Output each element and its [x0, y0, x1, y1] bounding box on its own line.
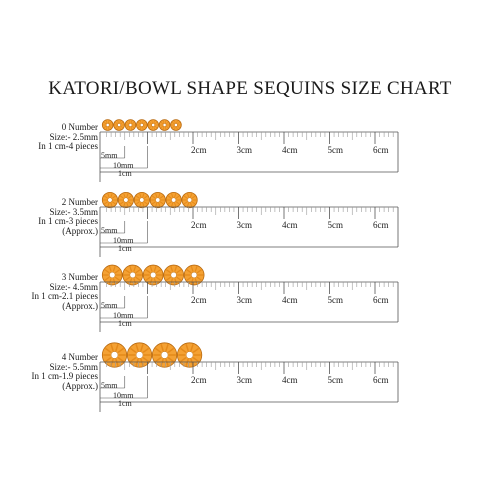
- sequin-icon: [136, 120, 147, 131]
- sequin-icon: [171, 120, 182, 131]
- count-label: In 1 cm-1.9 pieces: [31, 371, 98, 381]
- cm-tick-label: 3cm: [236, 145, 252, 155]
- ruler: [100, 282, 398, 332]
- size-label: Size:- 3.5mm: [49, 206, 98, 217]
- one-cm-label: 1cm: [118, 399, 132, 408]
- count-label: In 1 cm-4 pieces: [38, 141, 98, 151]
- sequin-icon: [150, 192, 165, 207]
- sequin-icon: [166, 192, 181, 207]
- sequin-icon: [148, 120, 159, 131]
- sequin-ruler-figure: [0, 345, 500, 435]
- sequin-icon: [152, 343, 176, 367]
- sequin-icon: [182, 192, 197, 207]
- size-label: Size:- 2.5mm: [49, 131, 98, 142]
- count-label: In 1 cm-2.1 pieces: [31, 291, 98, 301]
- one-cm-label: 1cm: [118, 169, 132, 178]
- sequin-icon: [102, 192, 117, 207]
- ruler: [100, 132, 398, 182]
- cm-tick-label: 5cm: [327, 375, 343, 385]
- size-label: Size:- 4.5mm: [49, 281, 98, 292]
- cm-tick-label: 6cm: [373, 220, 389, 230]
- cm-tick-label: 4cm: [282, 295, 298, 305]
- number-label: 0 Number: [61, 122, 98, 132]
- ruler: [100, 207, 398, 257]
- cm-tick-label: 2cm: [191, 375, 207, 385]
- sequin-icon: [114, 120, 125, 131]
- number-label: 2 Number: [61, 197, 98, 207]
- cm-tick-label: 4cm: [282, 220, 298, 230]
- number-label: 3 Number: [61, 272, 98, 282]
- sequin-icon: [159, 120, 170, 131]
- one-cm-label: 1cm: [118, 244, 132, 253]
- cm-tick-label: 3cm: [236, 220, 252, 230]
- cm-tick-label: 5cm: [327, 295, 343, 305]
- sequin-icon: [134, 192, 149, 207]
- cm-tick-label: 3cm: [236, 375, 252, 385]
- ten-mm-label: 10mm: [113, 161, 134, 170]
- five-mm-label: 5mm: [101, 151, 118, 160]
- cm-tick-label: 6cm: [373, 145, 389, 155]
- one-cm-label: 1cm: [118, 319, 132, 328]
- sequin-ruler-figure: [0, 265, 500, 355]
- cm-tick-label: 6cm: [373, 295, 389, 305]
- chart-title: KATORI/BOWL SHAPE SEQUINS SIZE CHART: [48, 78, 452, 99]
- sequin-icon: [127, 343, 151, 367]
- five-mm-label: 5mm: [101, 301, 118, 310]
- ten-mm-label: 10mm: [113, 391, 134, 400]
- cm-tick-label: 4cm: [282, 375, 298, 385]
- sequin-icon: [125, 120, 136, 131]
- sequin-group: [102, 192, 197, 207]
- five-mm-label: 5mm: [101, 226, 118, 235]
- cm-tick-label: 5cm: [327, 220, 343, 230]
- cm-tick-label: 5cm: [327, 145, 343, 155]
- sequin-group: [102, 120, 181, 131]
- approx-label: (Approx.): [62, 300, 98, 311]
- cm-tick-label: 2cm: [191, 220, 207, 230]
- sequin-icon: [177, 343, 201, 367]
- five-mm-label: 5mm: [101, 381, 118, 390]
- approx-label: (Approx.): [62, 380, 98, 391]
- approx-label: (Approx.): [62, 225, 98, 236]
- ruler: [100, 362, 398, 412]
- ten-mm-label: 10mm: [113, 236, 134, 245]
- number-label: 4 Number: [61, 352, 98, 362]
- cm-tick-label: 6cm: [373, 375, 389, 385]
- sequin-row-3: [0, 345, 500, 435]
- sequin-row-2: [0, 265, 500, 355]
- cm-tick-label: 4cm: [282, 145, 298, 155]
- ten-mm-label: 10mm: [113, 311, 134, 320]
- cm-tick-label: 2cm: [191, 295, 207, 305]
- cm-tick-label: 2cm: [191, 145, 207, 155]
- sequin-icon: [118, 192, 133, 207]
- sequin-icon: [102, 120, 113, 131]
- size-label: Size:- 5.5mm: [49, 361, 98, 372]
- count-label: In 1 cm-3 pieces: [38, 216, 98, 226]
- cm-tick-label: 3cm: [236, 295, 252, 305]
- sequin-icon: [102, 343, 126, 367]
